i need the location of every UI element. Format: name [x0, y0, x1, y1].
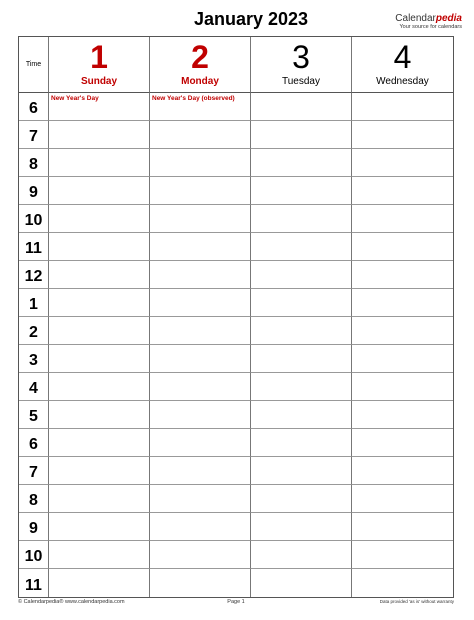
time-column-header: Time [19, 37, 49, 93]
time-slot[interactable] [150, 513, 251, 541]
time-slot[interactable] [49, 177, 150, 205]
time-slot[interactable] [352, 317, 453, 345]
day-number: 1 [90, 39, 108, 75]
time-slot[interactable] [150, 177, 251, 205]
time-slot[interactable] [49, 429, 150, 457]
time-slot[interactable] [251, 317, 352, 345]
brand-logo [395, 14, 462, 31]
hour-label: 5 [19, 401, 49, 429]
hour-label: 10 [19, 205, 49, 233]
day-number: 3 [292, 39, 310, 75]
calendar-grid [18, 36, 454, 598]
time-slot[interactable] [49, 457, 150, 485]
time-slot[interactable] [49, 541, 150, 569]
time-slot[interactable] [49, 401, 150, 429]
time-slot[interactable] [251, 149, 352, 177]
time-slot[interactable] [150, 93, 251, 121]
day-name: Wednesday [376, 76, 429, 87]
day-number: 2 [191, 39, 209, 75]
time-slot[interactable] [251, 373, 352, 401]
hour-label: 10 [19, 541, 49, 569]
time-slot[interactable] [150, 345, 251, 373]
hour-label: 2 [19, 317, 49, 345]
time-slot[interactable] [251, 261, 352, 289]
time-slot[interactable] [352, 373, 453, 401]
time-slot[interactable] [251, 457, 352, 485]
holiday-label: New Year's Day (observed) [152, 95, 235, 102]
hour-label: 3 [19, 345, 49, 373]
time-slot[interactable] [49, 261, 150, 289]
footer-copyright: © Calendarpedia® www.calendarpedia.com [18, 599, 125, 605]
day-header-4 [352, 37, 453, 93]
time-slot[interactable] [251, 569, 352, 597]
time-slot[interactable] [352, 93, 453, 121]
brand-name: Calendarpedia [395, 13, 462, 24]
day-header-1 [49, 37, 150, 93]
time-slot[interactable] [49, 317, 150, 345]
time-slot[interactable] [352, 485, 453, 513]
time-slot[interactable] [49, 373, 150, 401]
time-slot[interactable] [251, 205, 352, 233]
day-name: Sunday [80, 76, 118, 87]
time-slot[interactable] [150, 261, 251, 289]
time-slot[interactable] [49, 289, 150, 317]
time-slot[interactable] [251, 541, 352, 569]
time-slot[interactable] [49, 121, 150, 149]
time-slot[interactable] [352, 261, 453, 289]
day-header-2 [150, 37, 251, 93]
time-slot[interactable] [150, 541, 251, 569]
holiday-label: New Year's Day [51, 95, 99, 102]
time-slot[interactable] [352, 429, 453, 457]
time-slot[interactable] [352, 289, 453, 317]
hour-label: 1 [19, 289, 49, 317]
time-slot[interactable] [251, 177, 352, 205]
time-slot[interactable] [49, 149, 150, 177]
time-slot[interactable] [251, 345, 352, 373]
footer-disclaimer: Data provided 'as is' without warranty [379, 599, 454, 604]
hour-label: 9 [19, 513, 49, 541]
time-slot[interactable] [150, 457, 251, 485]
time-slot[interactable] [251, 233, 352, 261]
time-slot[interactable] [251, 93, 352, 121]
time-slot[interactable] [352, 345, 453, 373]
time-slot[interactable] [352, 513, 453, 541]
time-slot[interactable] [49, 513, 150, 541]
time-slot[interactable] [352, 457, 453, 485]
time-slot[interactable] [251, 401, 352, 429]
time-slot[interactable] [150, 205, 251, 233]
hour-label: 6 [19, 429, 49, 457]
time-slot[interactable] [352, 541, 453, 569]
hour-label: 9 [19, 177, 49, 205]
time-slot[interactable] [49, 205, 150, 233]
time-slot[interactable] [251, 485, 352, 513]
calendar-title: January 2023 [193, 9, 309, 29]
hour-label: 12 [19, 261, 49, 289]
time-slot[interactable] [150, 317, 251, 345]
time-slot[interactable] [150, 429, 251, 457]
time-slot[interactable] [352, 149, 453, 177]
time-slot[interactable] [150, 233, 251, 261]
time-slot[interactable] [150, 569, 251, 597]
time-slot[interactable] [150, 401, 251, 429]
time-slot[interactable] [49, 93, 150, 121]
day-name: Monday [181, 76, 219, 87]
time-slot[interactable] [352, 569, 453, 597]
time-slot[interactable] [352, 233, 453, 261]
hour-label: 4 [19, 373, 49, 401]
footer-page-number: Page 1 [227, 599, 245, 605]
hour-label: 11 [19, 569, 49, 597]
time-slot[interactable] [49, 233, 150, 261]
time-slot[interactable] [251, 289, 352, 317]
time-slot[interactable] [49, 569, 150, 597]
hour-label: 6 [19, 93, 49, 121]
hour-label: 7 [19, 121, 49, 149]
brand-tagline: Your source for calendars [399, 24, 462, 30]
time-slot[interactable] [150, 373, 251, 401]
hour-label: 8 [19, 149, 49, 177]
day-name: Tuesday [282, 76, 320, 87]
time-slot[interactable] [251, 121, 352, 149]
time-slot[interactable] [150, 121, 251, 149]
time-slot[interactable] [352, 401, 453, 429]
day-number: 4 [393, 39, 412, 75]
time-slot[interactable] [352, 205, 453, 233]
time-slot[interactable] [49, 345, 150, 373]
hour-label: 8 [19, 485, 49, 513]
time-slot[interactable] [150, 485, 251, 513]
day-header-3 [251, 37, 352, 93]
hour-label: 11 [19, 233, 49, 261]
time-slot[interactable] [251, 429, 352, 457]
time-slot[interactable] [150, 149, 251, 177]
time-slot[interactable] [352, 121, 453, 149]
hour-label: 7 [19, 457, 49, 485]
time-slot[interactable] [49, 485, 150, 513]
time-slot[interactable] [352, 177, 453, 205]
time-slot[interactable] [150, 289, 251, 317]
time-slot[interactable] [251, 513, 352, 541]
